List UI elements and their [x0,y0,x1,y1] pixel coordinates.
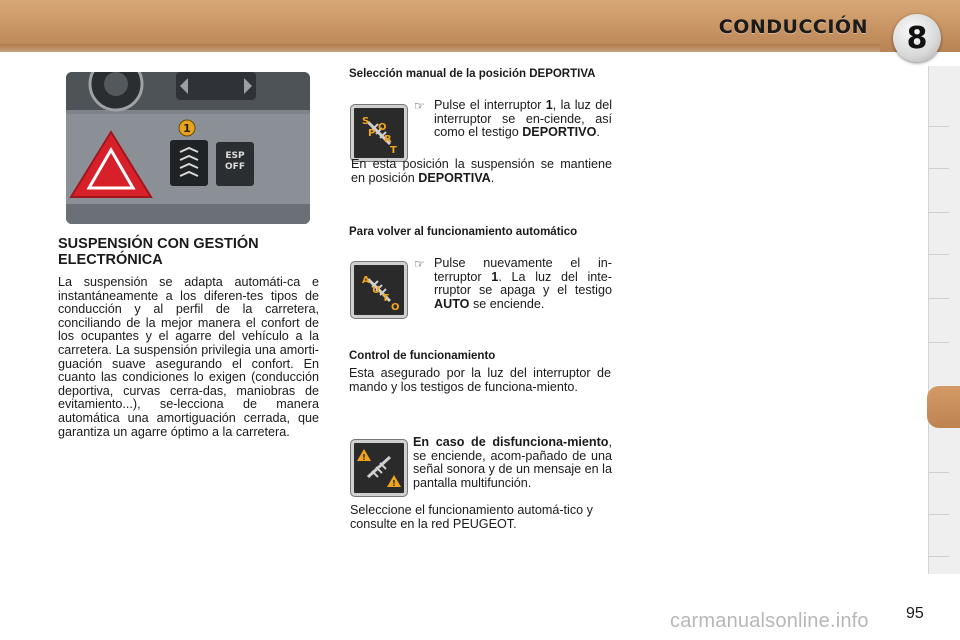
off-label: OFF [225,162,245,172]
esp-label: ESP [225,151,245,161]
fault-rest: , se enciende, acom-pañado de una señal sonora y de un mensaje en la pantalla multifunción. [413,435,612,490]
auto-step-a: Pulse nuevamente el in-terruptor [434,256,612,284]
auto-step-switch-number: 1 [491,269,499,284]
auto-indicator-icon [351,262,407,318]
sport-indicator-icon [351,105,407,161]
sport-heading: Selección manual de la posición DEPORTIVA [349,68,596,80]
auto-letter-t: T [382,293,389,304]
auto-step-e: se enciende. [469,296,545,311]
svg-text:!: ! [392,479,396,488]
intro-paragraph: La suspensión se adapta automáti-ca e instantáneamente a los diferen-tes tipos de conducción y al perfil de la carretera, conciliando de la mejor manera el confort de los ocupantes y el agarre del vehículo a la carretera. La suspensión privilegia una amorti-guación suave asegurando el confort. En cuanto las condiciones lo exigen (conducción deportiva, curvas cerra-das, maniobras de evitamiento...), se-lecciona de manera automática una amortiguación cerrada, que garantiza un agarre óptimo a la carretera. [58,275,319,439]
dashboard-switch-photo [66,72,310,224]
chapter-tabs [928,66,960,574]
page-number: 95 [906,605,924,622]
auto-letter-a: A [362,275,370,286]
section-title: SUSPENSIÓN CON GESTIÓN ELECTRÓNICA [58,236,259,268]
sport-note-a: En esta posición la suspensión se mantiene en posición [351,157,612,185]
sport-note-mode: DEPORTIVA [418,170,491,185]
sport-step-c: , la luz del interruptor se en-ciende, así como el testigo [434,98,613,140]
auto-step [434,257,612,311]
fault-follow-text: Seleccione el funcionamiento automá-tico y consulte en la red PEUGEOT. [350,503,593,531]
sport-step-switch-number: 1 [545,98,553,112]
chapter-tab-active[interactable] [927,386,960,428]
sport-step-a: Pulse el interruptor [434,98,546,112]
chapter-number-badge: 8 [893,14,941,62]
dashboard-illustration [66,72,310,224]
fault-text [413,436,612,490]
sport-bullet-icon: ☞ [414,99,425,113]
watermark: carmanualsonline.info [670,610,869,632]
fault-warning-icon [351,440,407,496]
sport-letter-t: T [390,145,397,156]
sport-letter-p: P [368,128,376,139]
chapter-title: CONDUCCIÓN [718,16,868,38]
auto-letter-o: O [391,302,400,313]
sport-letter-r: R [384,134,392,145]
sport-letter-o: O [378,122,387,133]
control-text: Esta asegurado por la luz del interruptor de mando y los testigos de funciona-miento. [349,366,611,394]
sport-step-lamp: DEPORTIVO [522,125,597,140]
header-shadow [0,44,880,52]
photo-callout-number: 1 [183,122,191,135]
auto-letter-u: U [372,285,381,296]
fault-bold: En caso de disfunciona-miento [413,435,609,449]
sport-note [351,158,612,185]
auto-bullet-icon: ☞ [414,257,425,271]
auto-heading: Para volver al funcionamiento automático [349,226,578,238]
sport-note-c: . [490,170,495,185]
control-heading: Control de funcionamiento [349,350,496,362]
auto-step-c: . La luz del inte-rruptor se apaga y el testigo [434,269,612,298]
sport-letter-s: S [362,116,370,127]
sport-step [434,99,612,140]
auto-step-lamp: AUTO [434,296,470,311]
svg-text:!: ! [362,453,366,462]
sport-step-e: . [596,125,600,140]
